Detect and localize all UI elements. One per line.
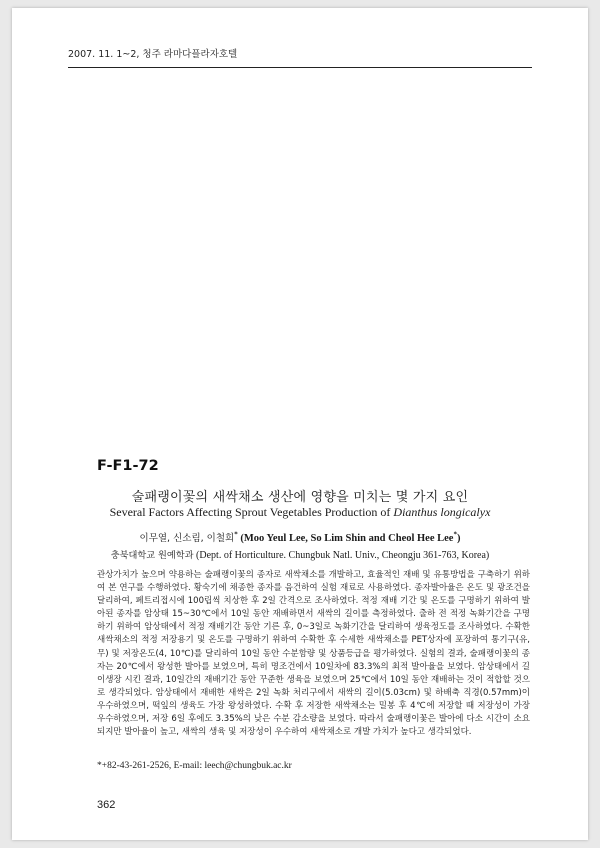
conference-header: 2007. 11. 1~2, 청주 라마다플라자호텔 [68,49,238,60]
affiliation-english: (Dept. of Horticulture. Chungbuk Natl. Univ., Cheongju 361-763, Korea) [196,550,490,561]
abstract-body: 관상가치가 높으며 약용하는 술패랭이꽃의 종자로 새싹채소를 개발하고, 효율적인 재배 및 유통방법을 구축하기 위하여 본 연구를 수행하였다. 황숙기에 채종한 종자를 음건하여 실험 재료로 사용하였다. 종자발아율은 온도 및 광조건을 달리하여, 페트리접시에 100립씩 치상한 후 2일 간격으로 조사하였다. 적정 재배 기간 및 온도를 구명하기 위하여 발아된 종자를 암상태 15~30℃에서 10일 동안 재배하면서 새싹의 길이를 측정하였다. 출하 전 적정 녹화기간을 구명하기 위하여 암상태에서 적정 재배기간 동안 기른 후, 0~3일로 녹화기간을 달리하여 생육정도를 조사하였다. 수확한 새싹채소의 적정 저장용기 및 온도를 구명하기 위하여 수확한 후 수세한 새싹채소를 PET상자에 포장하여 통기구(유, 무) 및 저장온도(4, 10℃)를 달리하여 10일 동안 수분함량 및 상품등급을 평가하였다. 실험의 결과, 술패랭이꽃의 종자는 20℃에서 왕성한 발아를 보였으며, 특히 명조건에서 10일차에 83.3%의 최적 발아율을 보였다. 암상태에서 길이생장 시킨 결과, 10일간의 재배기간 동안 꾸준한 생육을 보였으며 25℃에서 10일 동안 재배하는 것이 적합할 것으로 생각되었다. 암상태에서 재배한 새싹은 2일 녹화 처리구에서 새싹의 길이(5.03cm) 및 하배축 직경(0.57mm)이 우수하였으며, 떡잎의 생육도 가장 왕성하였다. 수확 후 저장한 새싹채소는 밀봉 후 4℃에 저장할 때 저장성이 가장 우수하였으며, 저장 6일 후에도 3.35%의 낮은 수분 감소량을 보였다. 따라서 술패랭이꽃은 발아에 다소 시간이 소요되지만 발아율이 높고, 새싹의 생육 및 저장성이 우수하여 새싹채소로 개발 가치가 높다고 생각되었다. [97,570,530,738]
document-page [12,8,588,840]
contact-info: *+82-43-261-2526, E-mail: leech@chungbuk.ac.kr [97,761,292,771]
authors-english: (Moo Yeul Lee, So Lim Shin and Cheol Hee Lee [240,533,454,544]
paper-title-species: Dianthus longicalyx [393,505,491,519]
paper-code: F-F1-72 [97,458,159,474]
corresponding-mark-ko: * [234,530,238,539]
paper-title-english-prefix: Several Factors Affecting Sprout Vegetables Production of [109,505,394,519]
affiliation-korean: 충북대학교 원예학과 [110,550,194,561]
authors-english-close: ) [456,533,461,544]
authors-korean: 이무열, 신소림, 이철희 [139,533,235,544]
corresponding-mark-en: * [453,530,457,539]
page-number: 362 [97,799,116,811]
header-divider [68,67,532,68]
affiliation-line [60,547,540,561]
paper-title-korean: 술패랭이꽃의 새싹채소 생산에 영향을 미치는 몇 가지 요인 [131,490,469,505]
paper-title-english [60,505,540,520]
author-line [60,530,540,544]
